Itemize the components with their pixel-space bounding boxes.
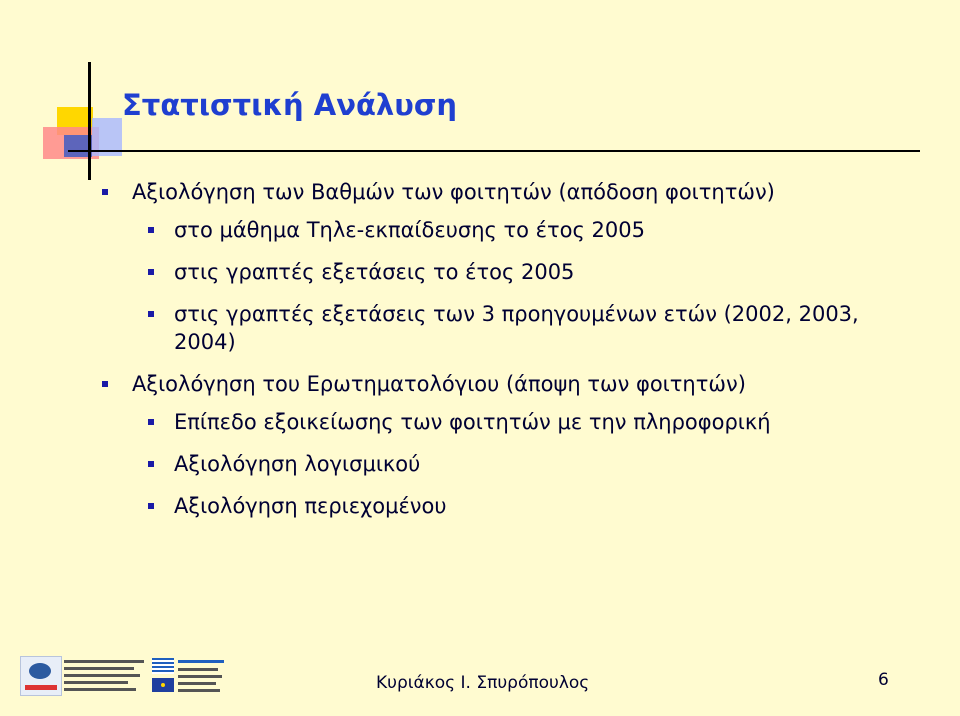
bullet-icon — [148, 461, 154, 467]
bullet-icon — [102, 381, 108, 387]
list-item — [98, 492, 918, 520]
list-item — [98, 258, 918, 286]
list-item — [98, 216, 918, 244]
ministry-logo-icon — [64, 658, 150, 692]
list-item — [98, 178, 918, 206]
list-item — [98, 408, 918, 436]
list-item-text: Αξιολόγηση λογισμικού — [174, 452, 421, 476]
list-item-text: Αξιολόγηση των Βαθμών των φοιτητών (απόδοση φοιτητών) — [132, 180, 775, 204]
list-item — [98, 450, 918, 478]
decor-horizontal-line — [68, 150, 920, 152]
bullet-icon — [148, 503, 154, 509]
list-item-text: στις γραπτές εξετάσεις των 3 προηγουμένων ετών (2002, 2003, 2004) — [174, 302, 859, 354]
olympic-logo-icon — [20, 656, 62, 696]
bullet-icon — [148, 269, 154, 275]
eu-flag-icon — [152, 678, 174, 692]
list-item-text: Αξιολόγηση περιεχομένου — [174, 494, 447, 518]
bullet-icon — [148, 419, 154, 425]
slide-title: Στατιστική Ανάλυση — [122, 88, 458, 122]
greek-flag-icon — [152, 658, 174, 674]
bullet-icon — [102, 189, 108, 195]
list-item-text: στις γραπτές εξετάσεις το έτος 2005 — [174, 260, 575, 284]
page-number: 6 — [878, 670, 889, 690]
list-item — [98, 370, 918, 398]
footer-author: Κυριάκος Ι. Σπυρόπουλος — [376, 673, 590, 693]
bullet-list — [98, 176, 918, 534]
bullet-icon — [148, 227, 154, 233]
list-item-text: Αξιολόγηση του Ερωτηματολόγιου (άποψη των φοιτητών) — [132, 372, 746, 396]
sponsor-logos — [20, 656, 230, 694]
list-item — [98, 300, 918, 356]
list-item-text: στο μάθημα Τηλε-εκπαίδευσης το έτος 2005 — [174, 218, 645, 242]
bullet-icon — [148, 311, 154, 317]
decor-vertical-line — [88, 62, 91, 180]
list-item-text: Επίπεδο εξοικείωσης των φοιτητών με την πληροφορική — [174, 410, 771, 434]
information-society-logo-icon — [178, 658, 228, 692]
